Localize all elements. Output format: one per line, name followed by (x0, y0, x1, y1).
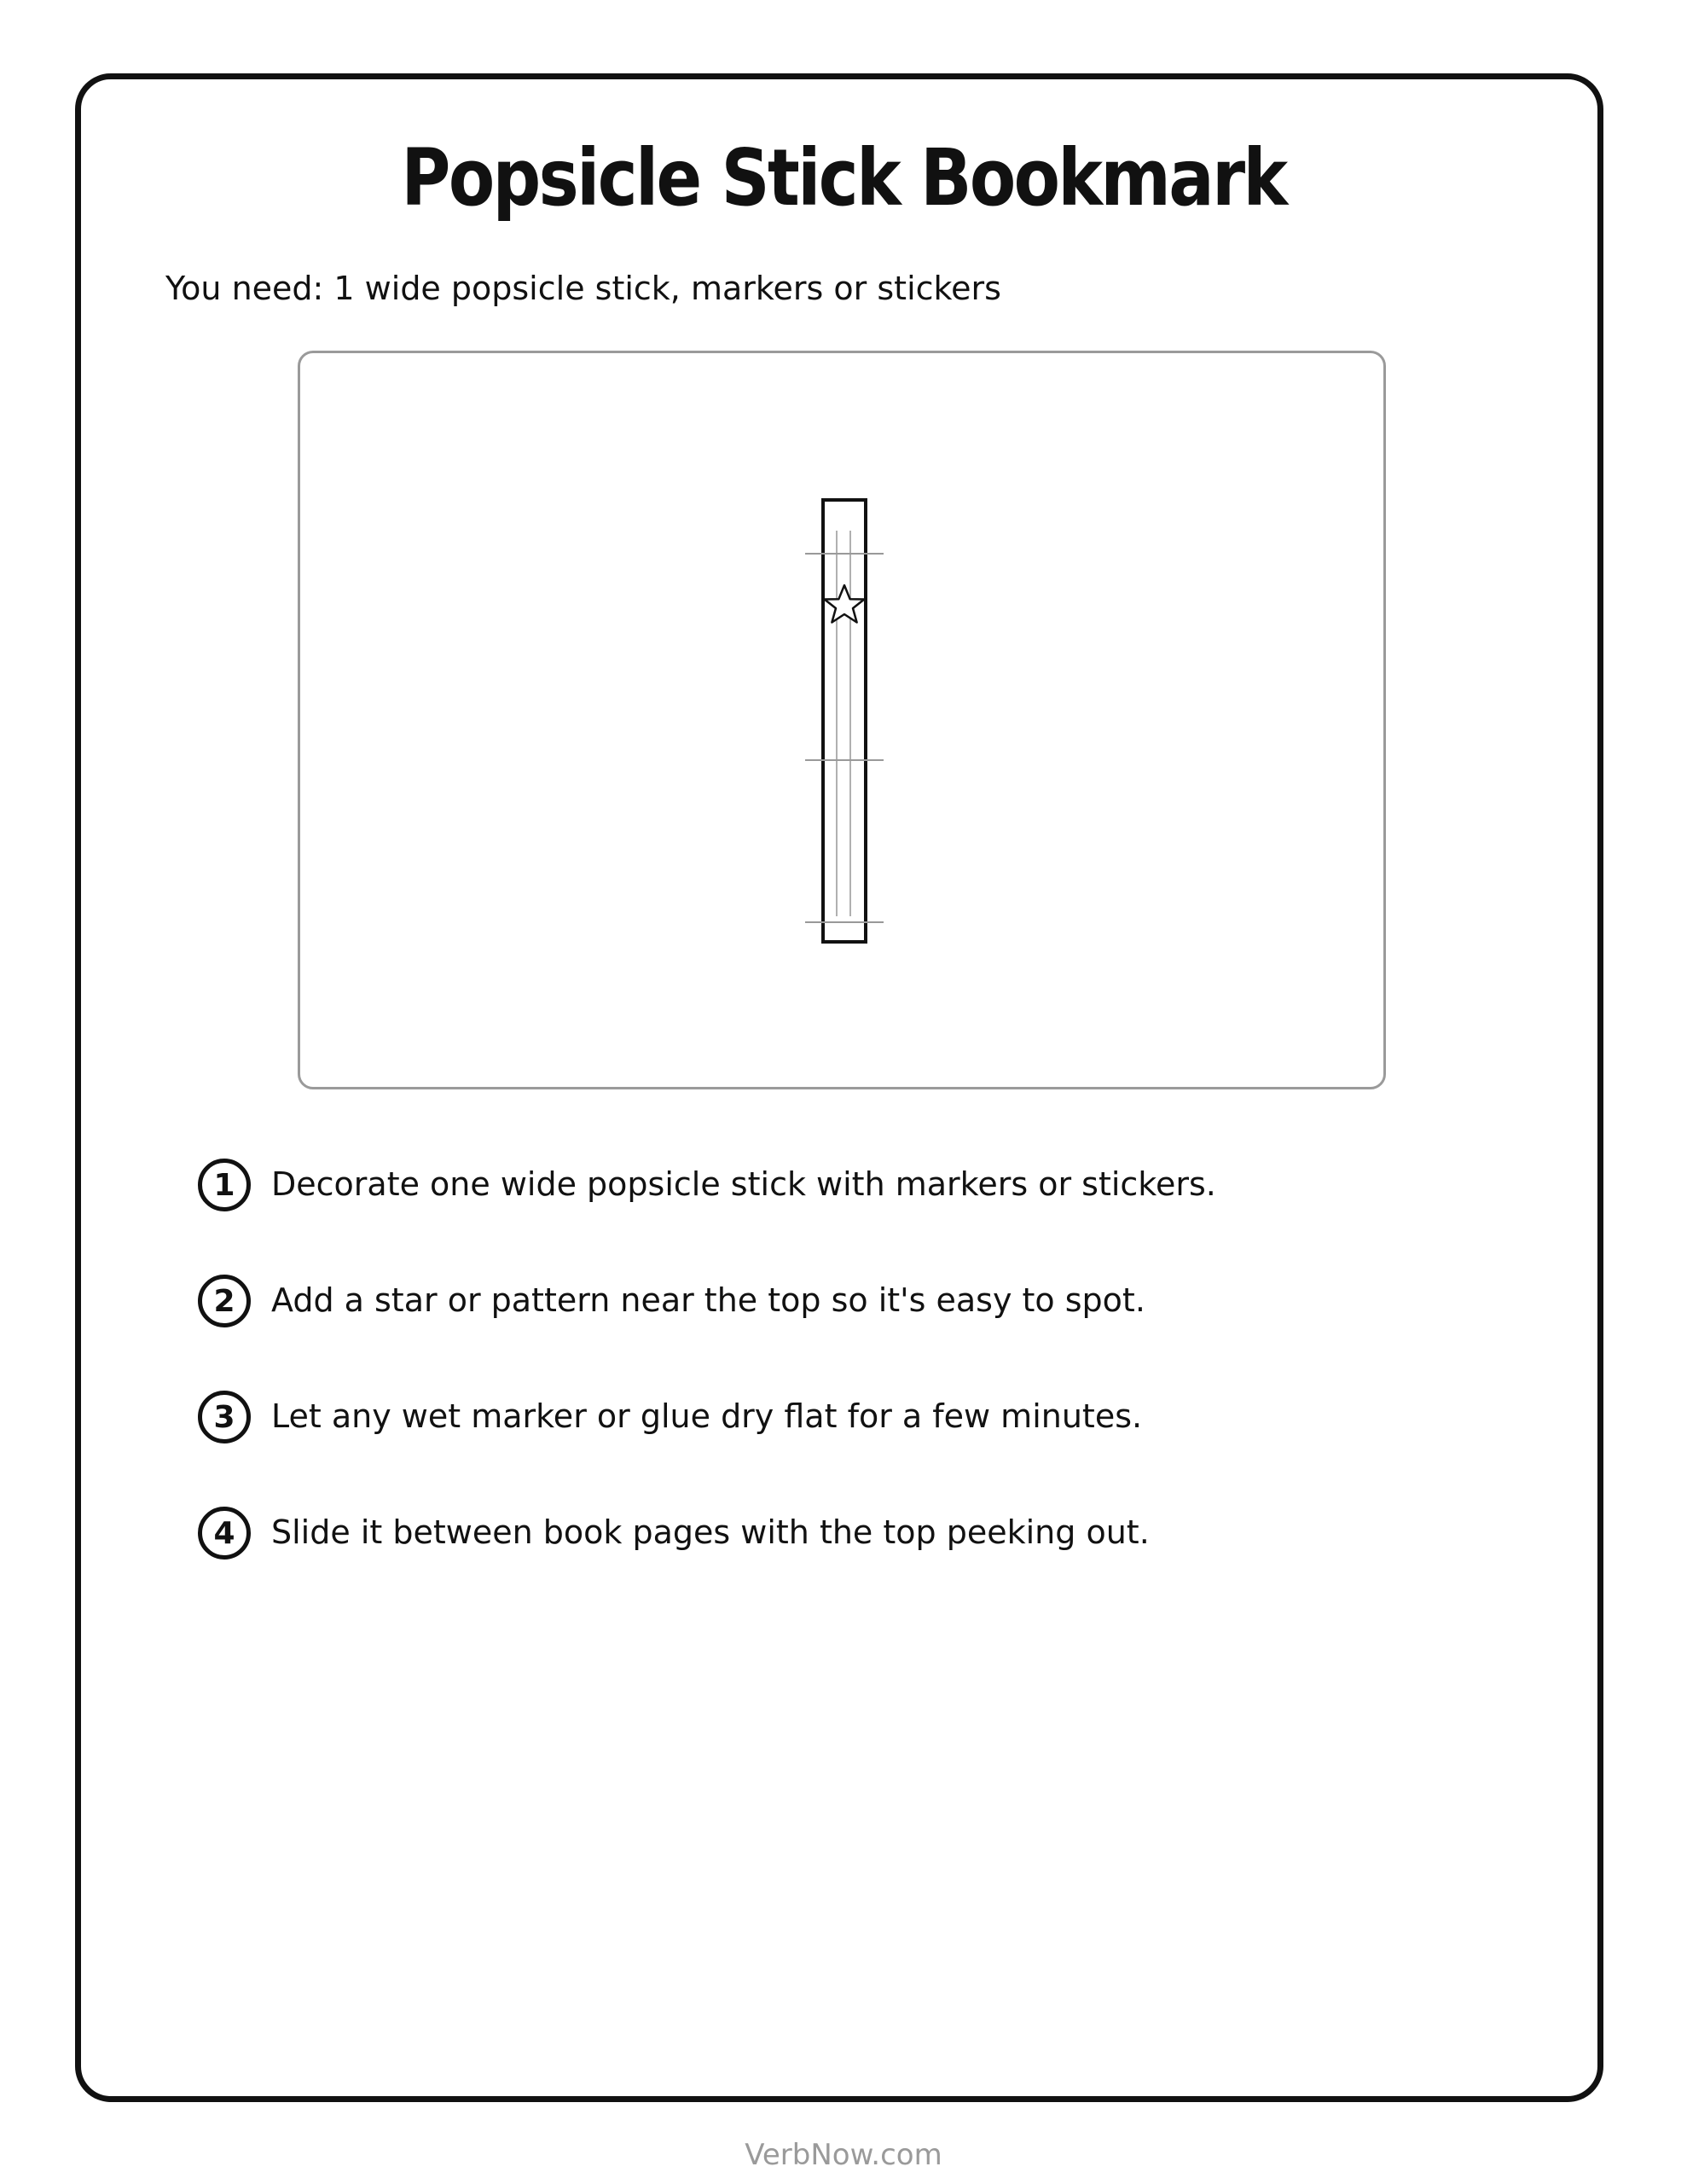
illustration-box (298, 351, 1386, 1089)
step-number-badge: 1 (198, 1159, 251, 1211)
step-text: Slide it between book pages with the top peeking out. (271, 1513, 1150, 1552)
step-text: Let any wet marker or glue dry flat for a few minutes. (271, 1397, 1143, 1436)
page-title: Popsicle Stick Bookmark (401, 132, 1286, 224)
step-text: Decorate one wide popsicle stick with markers or stickers. (271, 1165, 1216, 1204)
popsicle-stick (823, 500, 866, 942)
step-number-badge: 2 (198, 1275, 251, 1327)
step-item (198, 1269, 1216, 1333)
step-number-badge: 4 (198, 1507, 251, 1560)
steps-list (198, 1153, 1216, 1618)
step-text: Add a star or pattern near the top so it's easy to spot. (271, 1281, 1145, 1320)
footer-watermark: VerbNow.com (745, 2138, 942, 2172)
step-number-badge: 3 (198, 1391, 251, 1443)
step-item (198, 1385, 1216, 1449)
popsicle-stick-illustration (300, 353, 1388, 1092)
supplies-list: You need: 1 wide popsicle stick, markers or stickers (165, 270, 1001, 307)
step-item (198, 1153, 1216, 1217)
step-item (198, 1502, 1216, 1565)
